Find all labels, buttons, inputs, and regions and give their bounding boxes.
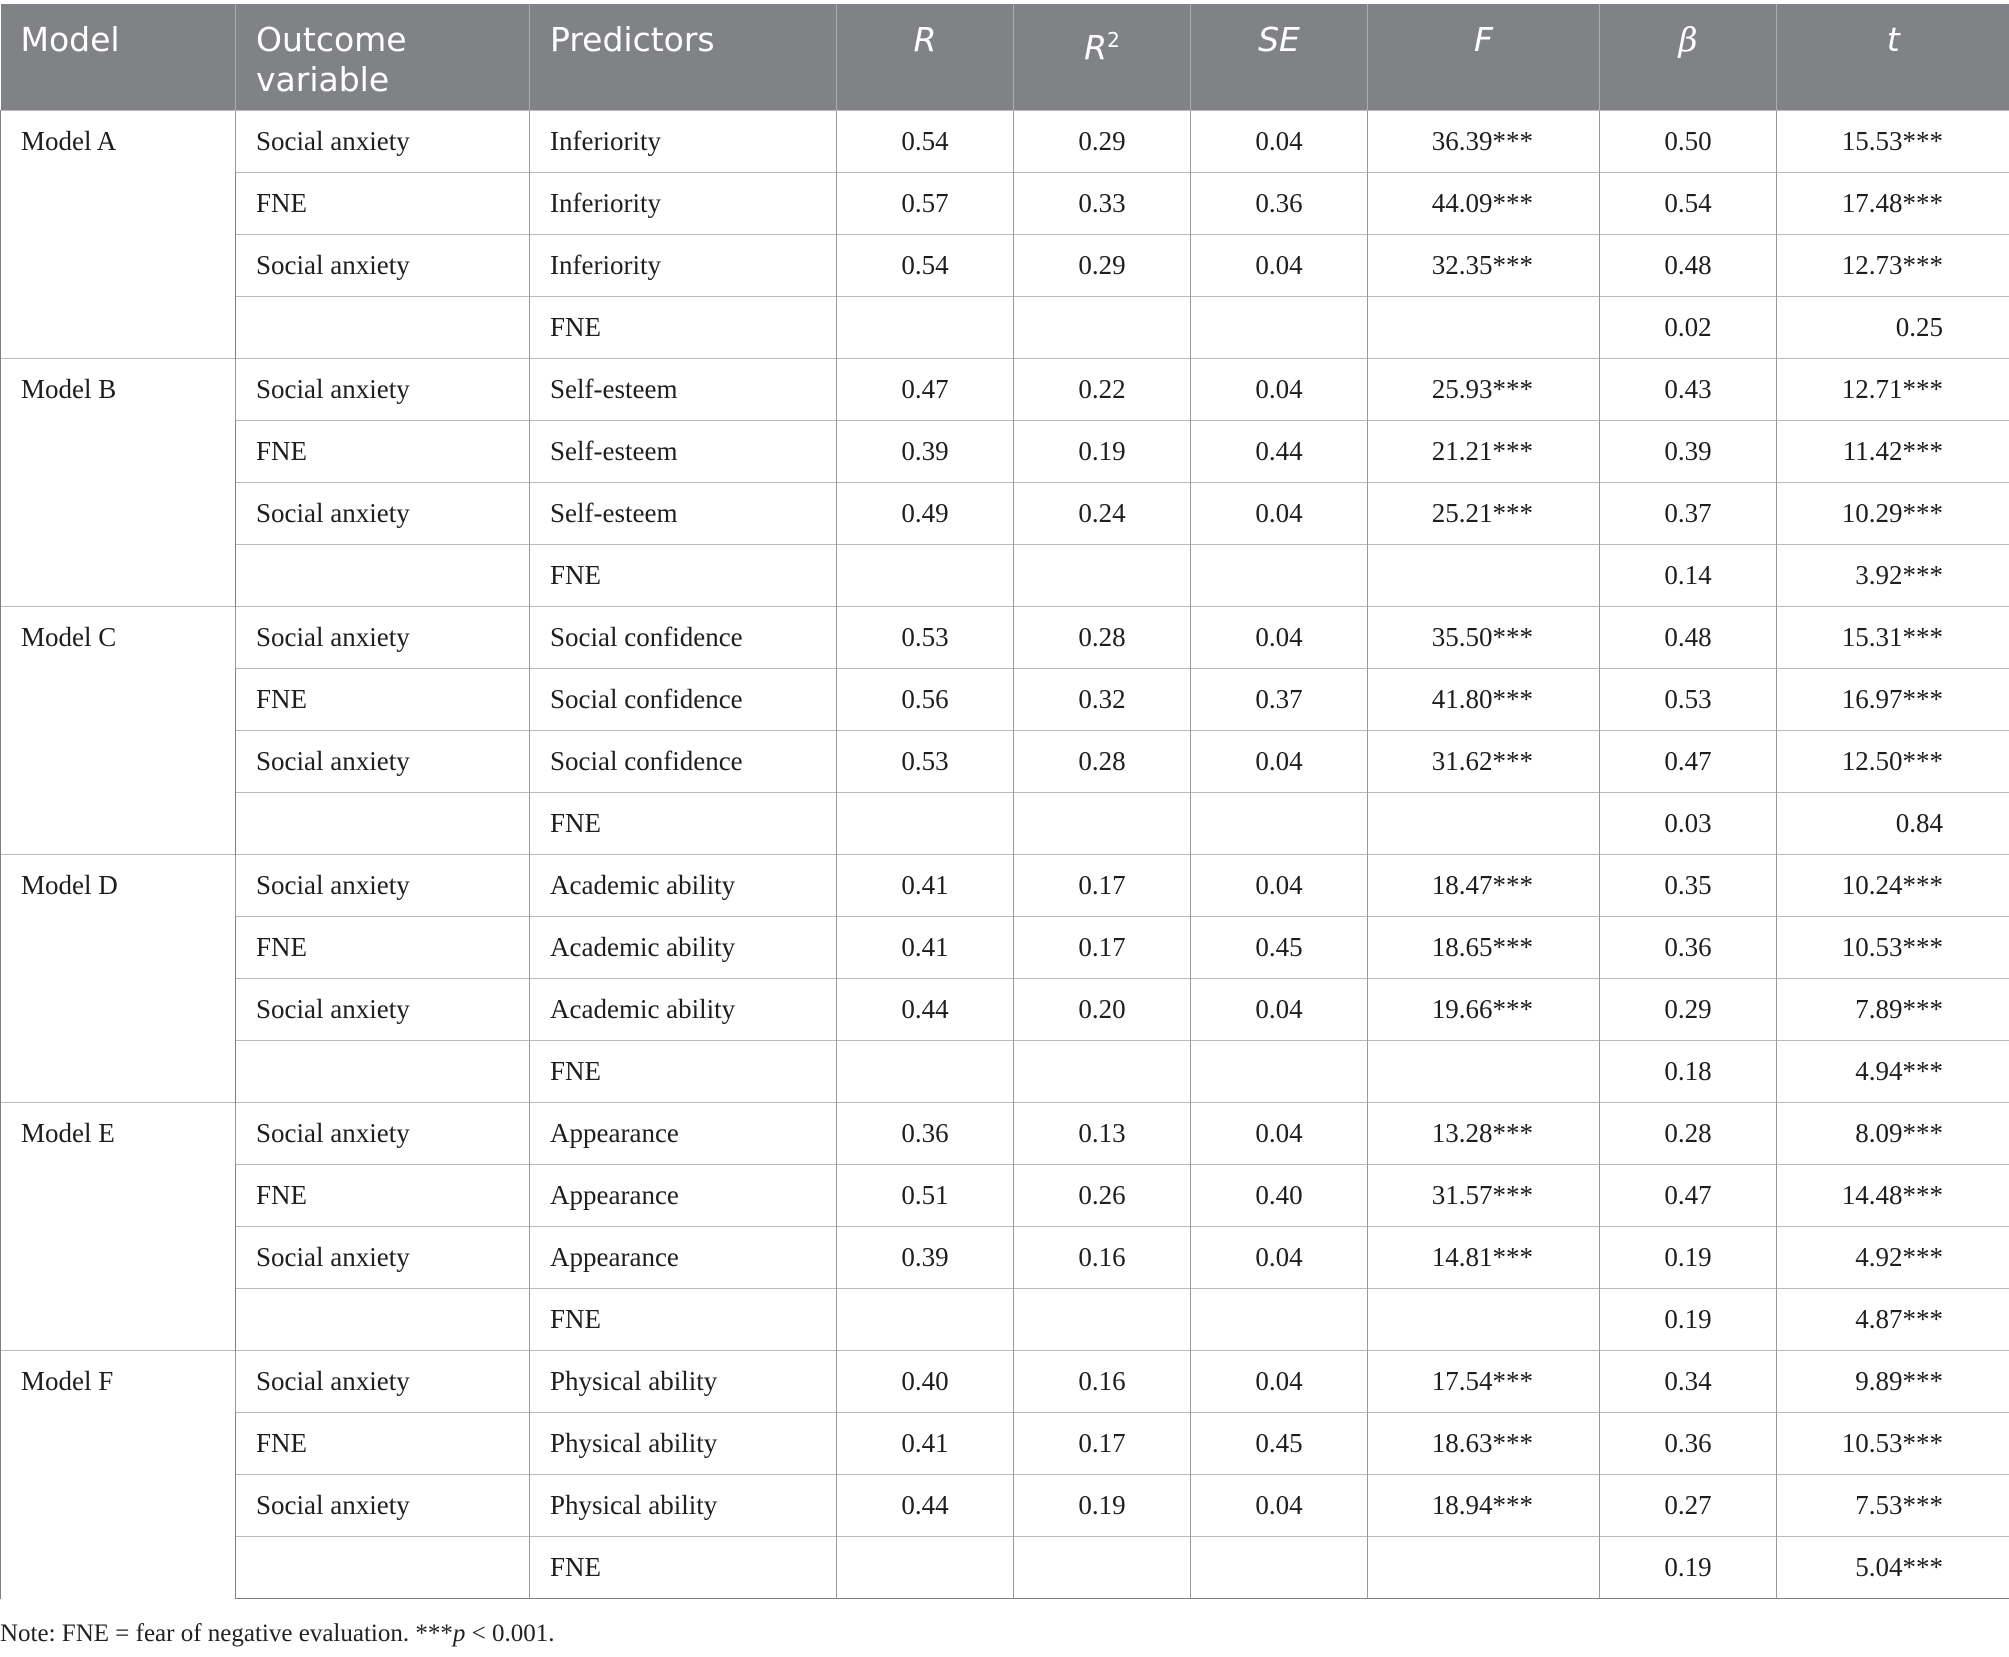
model-label-cell: Model E [1, 1103, 236, 1351]
table-row [1, 1537, 2009, 1599]
f-cell: 18.63*** [1368, 1413, 1600, 1475]
f-cell: 19.66*** [1368, 979, 1600, 1041]
predictor-cell: Appearance [530, 1165, 837, 1227]
predictor-cell: Inferiority [530, 111, 837, 173]
table-row [1, 1475, 2009, 1537]
header-row [1, 4, 2009, 111]
table-row [1, 421, 2009, 483]
beta-cell: 0.02 [1600, 297, 1777, 359]
se-cell: 0.36 [1191, 173, 1368, 235]
r-cell: 0.44 [837, 979, 1014, 1041]
predictor-cell: Social confidence [530, 607, 837, 669]
f-cell: 36.39*** [1368, 111, 1600, 173]
r-cell: 0.53 [837, 607, 1014, 669]
beta-cell: 0.19 [1600, 1227, 1777, 1289]
f-cell: 18.65*** [1368, 917, 1600, 979]
predictor-cell: Inferiority [530, 173, 837, 235]
r-squared-cell [1014, 1289, 1191, 1351]
predictor-cell: Self-esteem [530, 421, 837, 483]
beta-cell: 0.54 [1600, 173, 1777, 235]
se-cell [1191, 1537, 1368, 1599]
table-row [1, 669, 2009, 731]
r-cell: 0.41 [837, 855, 1014, 917]
outcome-cell [236, 793, 530, 855]
t-cell: 7.53*** [1777, 1475, 2009, 1537]
outcome-cell: FNE [236, 1165, 530, 1227]
outcome-cell: Social anxiety [236, 855, 530, 917]
t-cell: 3.92*** [1777, 545, 2009, 607]
table-row [1, 855, 2009, 917]
outcome-cell [236, 297, 530, 359]
f-cell: 21.21*** [1368, 421, 1600, 483]
header-outcome-variable: Outcome variable [236, 4, 530, 111]
f-cell: 25.21*** [1368, 483, 1600, 545]
outcome-cell: Social anxiety [236, 111, 530, 173]
r-squared-cell: 0.13 [1014, 1103, 1191, 1165]
t-cell: 7.89*** [1777, 979, 2009, 1041]
r-squared-cell: 0.32 [1014, 669, 1191, 731]
f-cell: 44.09*** [1368, 173, 1600, 235]
f-cell: 41.80*** [1368, 669, 1600, 731]
header-t: t [1777, 4, 2009, 111]
se-cell: 0.04 [1191, 111, 1368, 173]
r-cell: 0.53 [837, 731, 1014, 793]
table-row [1, 607, 2009, 669]
r-squared-cell: 0.16 [1014, 1227, 1191, 1289]
r-cell: 0.47 [837, 359, 1014, 421]
r-squared-cell [1014, 545, 1191, 607]
table-row [1, 793, 2009, 855]
model-label-cell: Model B [1, 359, 236, 607]
header-r-squared [1014, 4, 1191, 111]
predictor-cell: Academic ability [530, 917, 837, 979]
outcome-cell: Social anxiety [236, 1475, 530, 1537]
table-row [1, 1351, 2009, 1413]
se-cell: 0.04 [1191, 1103, 1368, 1165]
f-cell [1368, 297, 1600, 359]
t-cell: 9.89*** [1777, 1351, 2009, 1413]
se-cell: 0.04 [1191, 979, 1368, 1041]
r-squared-cell: 0.26 [1014, 1165, 1191, 1227]
r-cell: 0.57 [837, 173, 1014, 235]
r-squared-cell [1014, 1041, 1191, 1103]
se-cell: 0.04 [1191, 1475, 1368, 1537]
header-model: Model [1, 4, 236, 111]
t-cell: 4.94*** [1777, 1041, 2009, 1103]
r-cell: 0.39 [837, 421, 1014, 483]
se-cell [1191, 1041, 1368, 1103]
se-cell: 0.04 [1191, 1227, 1368, 1289]
model-label-cell: Model C [1, 607, 236, 855]
predictor-cell: Physical ability [530, 1413, 837, 1475]
outcome-cell: FNE [236, 669, 530, 731]
beta-cell: 0.39 [1600, 421, 1777, 483]
beta-cell: 0.36 [1600, 1413, 1777, 1475]
r-cell [837, 1041, 1014, 1103]
se-cell: 0.44 [1191, 421, 1368, 483]
predictor-cell: FNE [530, 297, 837, 359]
t-cell: 12.50*** [1777, 731, 2009, 793]
beta-cell: 0.28 [1600, 1103, 1777, 1165]
r-cell: 0.54 [837, 235, 1014, 297]
outcome-cell: Social anxiety [236, 483, 530, 545]
table-row [1, 1041, 2009, 1103]
r-cell: 0.40 [837, 1351, 1014, 1413]
predictor-cell: Physical ability [530, 1351, 837, 1413]
t-cell: 12.73*** [1777, 235, 2009, 297]
se-cell: 0.04 [1191, 235, 1368, 297]
table-row [1, 1227, 2009, 1289]
table-row [1, 173, 2009, 235]
r-squared-cell: 0.16 [1014, 1351, 1191, 1413]
beta-cell: 0.34 [1600, 1351, 1777, 1413]
predictor-cell: Appearance [530, 1103, 837, 1165]
predictor-cell: Self-esteem [530, 483, 837, 545]
outcome-cell: Social anxiety [236, 731, 530, 793]
se-cell: 0.04 [1191, 731, 1368, 793]
r-squared-cell: 0.29 [1014, 111, 1191, 173]
beta-cell: 0.19 [1600, 1289, 1777, 1351]
r-squared-cell: 0.33 [1014, 173, 1191, 235]
se-cell: 0.04 [1191, 607, 1368, 669]
t-cell: 12.71*** [1777, 359, 2009, 421]
r-squared-cell [1014, 793, 1191, 855]
header-r-squared-letter: R [1084, 28, 1108, 67]
t-cell: 4.92*** [1777, 1227, 2009, 1289]
r-cell [837, 1289, 1014, 1351]
f-cell: 13.28*** [1368, 1103, 1600, 1165]
header-r: R [837, 4, 1014, 111]
outcome-cell [236, 545, 530, 607]
t-cell: 0.25 [1777, 297, 2009, 359]
r-cell: 0.41 [837, 917, 1014, 979]
outcome-cell: Social anxiety [236, 1351, 530, 1413]
beta-cell: 0.14 [1600, 545, 1777, 607]
note-p: p [452, 1620, 466, 1647]
r-cell [837, 793, 1014, 855]
r-cell: 0.49 [837, 483, 1014, 545]
f-cell [1368, 1289, 1600, 1351]
se-cell [1191, 545, 1368, 607]
beta-cell: 0.43 [1600, 359, 1777, 421]
r-cell [837, 297, 1014, 359]
predictor-cell: FNE [530, 793, 837, 855]
table-row [1, 545, 2009, 607]
predictor-cell: FNE [530, 545, 837, 607]
note-suffix: < 0.001. [465, 1620, 555, 1647]
t-cell: 10.24*** [1777, 855, 2009, 917]
outcome-cell: FNE [236, 421, 530, 483]
predictor-cell: FNE [530, 1537, 837, 1599]
beta-cell: 0.18 [1600, 1041, 1777, 1103]
predictor-cell: Academic ability [530, 979, 837, 1041]
f-cell: 25.93*** [1368, 359, 1600, 421]
beta-cell: 0.37 [1600, 483, 1777, 545]
t-cell: 14.48*** [1777, 1165, 2009, 1227]
beta-cell: 0.48 [1600, 235, 1777, 297]
table-row [1, 917, 2009, 979]
outcome-cell: Social anxiety [236, 1227, 530, 1289]
predictor-cell: FNE [530, 1041, 837, 1103]
se-cell: 0.45 [1191, 917, 1368, 979]
t-cell: 5.04*** [1777, 1537, 2009, 1599]
t-cell: 11.42*** [1777, 421, 2009, 483]
r-squared-cell: 0.17 [1014, 1413, 1191, 1475]
t-cell: 15.53*** [1777, 111, 2009, 173]
table-row [1, 1165, 2009, 1227]
f-cell [1368, 1537, 1600, 1599]
f-cell: 18.94*** [1368, 1475, 1600, 1537]
r-squared-cell: 0.19 [1014, 1475, 1191, 1537]
predictor-cell: Inferiority [530, 235, 837, 297]
f-cell: 18.47*** [1368, 855, 1600, 917]
table-row [1, 297, 2009, 359]
predictor-cell: Physical ability [530, 1475, 837, 1537]
t-cell: 10.29*** [1777, 483, 2009, 545]
t-cell: 8.09*** [1777, 1103, 2009, 1165]
r-cell: 0.56 [837, 669, 1014, 731]
se-cell [1191, 1289, 1368, 1351]
table-row [1, 235, 2009, 297]
r-squared-cell [1014, 1537, 1191, 1599]
predictor-cell: Self-esteem [530, 359, 837, 421]
model-label-cell: Model F [1, 1351, 236, 1599]
header-beta: β [1600, 4, 1777, 111]
table-row [1, 731, 2009, 793]
r-squared-cell: 0.24 [1014, 483, 1191, 545]
f-cell: 32.35*** [1368, 235, 1600, 297]
t-cell: 10.53*** [1777, 1413, 2009, 1475]
beta-cell: 0.19 [1600, 1537, 1777, 1599]
r-squared-cell: 0.28 [1014, 607, 1191, 669]
r-cell: 0.36 [837, 1103, 1014, 1165]
r-squared-cell: 0.19 [1014, 421, 1191, 483]
t-cell: 15.31*** [1777, 607, 2009, 669]
predictor-cell: Social confidence [530, 731, 837, 793]
table-row [1, 1413, 2009, 1475]
outcome-cell: FNE [236, 1413, 530, 1475]
beta-cell: 0.50 [1600, 111, 1777, 173]
predictor-cell: Social confidence [530, 669, 837, 731]
table-note [0, 1620, 554, 1648]
outcome-cell: Social anxiety [236, 979, 530, 1041]
f-cell: 14.81*** [1368, 1227, 1600, 1289]
t-cell: 17.48*** [1777, 173, 2009, 235]
table-row [1, 1103, 2009, 1165]
r-cell [837, 1537, 1014, 1599]
r-cell: 0.44 [837, 1475, 1014, 1537]
beta-cell: 0.27 [1600, 1475, 1777, 1537]
f-cell: 35.50*** [1368, 607, 1600, 669]
table-body [1, 111, 2009, 1599]
r-squared-cell: 0.17 [1014, 855, 1191, 917]
r-cell: 0.39 [837, 1227, 1014, 1289]
t-cell: 4.87*** [1777, 1289, 2009, 1351]
predictor-cell: Academic ability [530, 855, 837, 917]
header-f: F [1368, 4, 1600, 111]
beta-cell: 0.47 [1600, 1165, 1777, 1227]
beta-cell: 0.47 [1600, 731, 1777, 793]
outcome-cell: FNE [236, 917, 530, 979]
se-cell: 0.04 [1191, 1351, 1368, 1413]
predictor-cell: Appearance [530, 1227, 837, 1289]
regression-table [0, 4, 2009, 1599]
t-cell: 16.97*** [1777, 669, 2009, 731]
t-cell: 0.84 [1777, 793, 2009, 855]
r-cell [837, 545, 1014, 607]
f-cell [1368, 1041, 1600, 1103]
outcome-cell: FNE [236, 173, 530, 235]
outcome-cell [236, 1537, 530, 1599]
header-se: SE [1191, 4, 1368, 111]
r-cell: 0.51 [837, 1165, 1014, 1227]
outcome-cell [236, 1041, 530, 1103]
header-predictors: Predictors [530, 4, 837, 111]
f-cell [1368, 793, 1600, 855]
f-cell: 31.57*** [1368, 1165, 1600, 1227]
note-prefix: Note: FNE = fear of negative evaluation. *** [0, 1620, 453, 1647]
se-cell: 0.04 [1191, 359, 1368, 421]
model-label-cell: Model D [1, 855, 236, 1103]
f-cell: 17.54*** [1368, 1351, 1600, 1413]
r-squared-cell: 0.22 [1014, 359, 1191, 421]
table-row [1, 359, 2009, 421]
r-squared-cell: 0.17 [1014, 917, 1191, 979]
beta-cell: 0.48 [1600, 607, 1777, 669]
beta-cell: 0.29 [1600, 979, 1777, 1041]
table-row [1, 1289, 2009, 1351]
beta-cell: 0.36 [1600, 917, 1777, 979]
beta-cell: 0.53 [1600, 669, 1777, 731]
r-cell: 0.54 [837, 111, 1014, 173]
r-squared-cell: 0.28 [1014, 731, 1191, 793]
predictor-cell: FNE [530, 1289, 837, 1351]
table-row [1, 111, 2009, 173]
beta-cell: 0.03 [1600, 793, 1777, 855]
se-cell: 0.40 [1191, 1165, 1368, 1227]
r-squared-cell: 0.20 [1014, 979, 1191, 1041]
outcome-cell: Social anxiety [236, 1103, 530, 1165]
t-cell: 10.53*** [1777, 917, 2009, 979]
header-r-squared-exponent: 2 [1107, 28, 1120, 52]
model-label-cell: Model A [1, 111, 236, 359]
se-cell [1191, 297, 1368, 359]
r-cell: 0.41 [837, 1413, 1014, 1475]
r-squared-cell: 0.29 [1014, 235, 1191, 297]
f-cell: 31.62*** [1368, 731, 1600, 793]
f-cell [1368, 545, 1600, 607]
outcome-cell: Social anxiety [236, 235, 530, 297]
beta-cell: 0.35 [1600, 855, 1777, 917]
table-row [1, 979, 2009, 1041]
se-cell: 0.04 [1191, 483, 1368, 545]
outcome-cell: Social anxiety [236, 607, 530, 669]
se-cell: 0.04 [1191, 855, 1368, 917]
r-squared-cell [1014, 297, 1191, 359]
se-cell [1191, 793, 1368, 855]
outcome-cell [236, 1289, 530, 1351]
se-cell: 0.45 [1191, 1413, 1368, 1475]
outcome-cell: Social anxiety [236, 359, 530, 421]
se-cell: 0.37 [1191, 669, 1368, 731]
table-row [1, 483, 2009, 545]
